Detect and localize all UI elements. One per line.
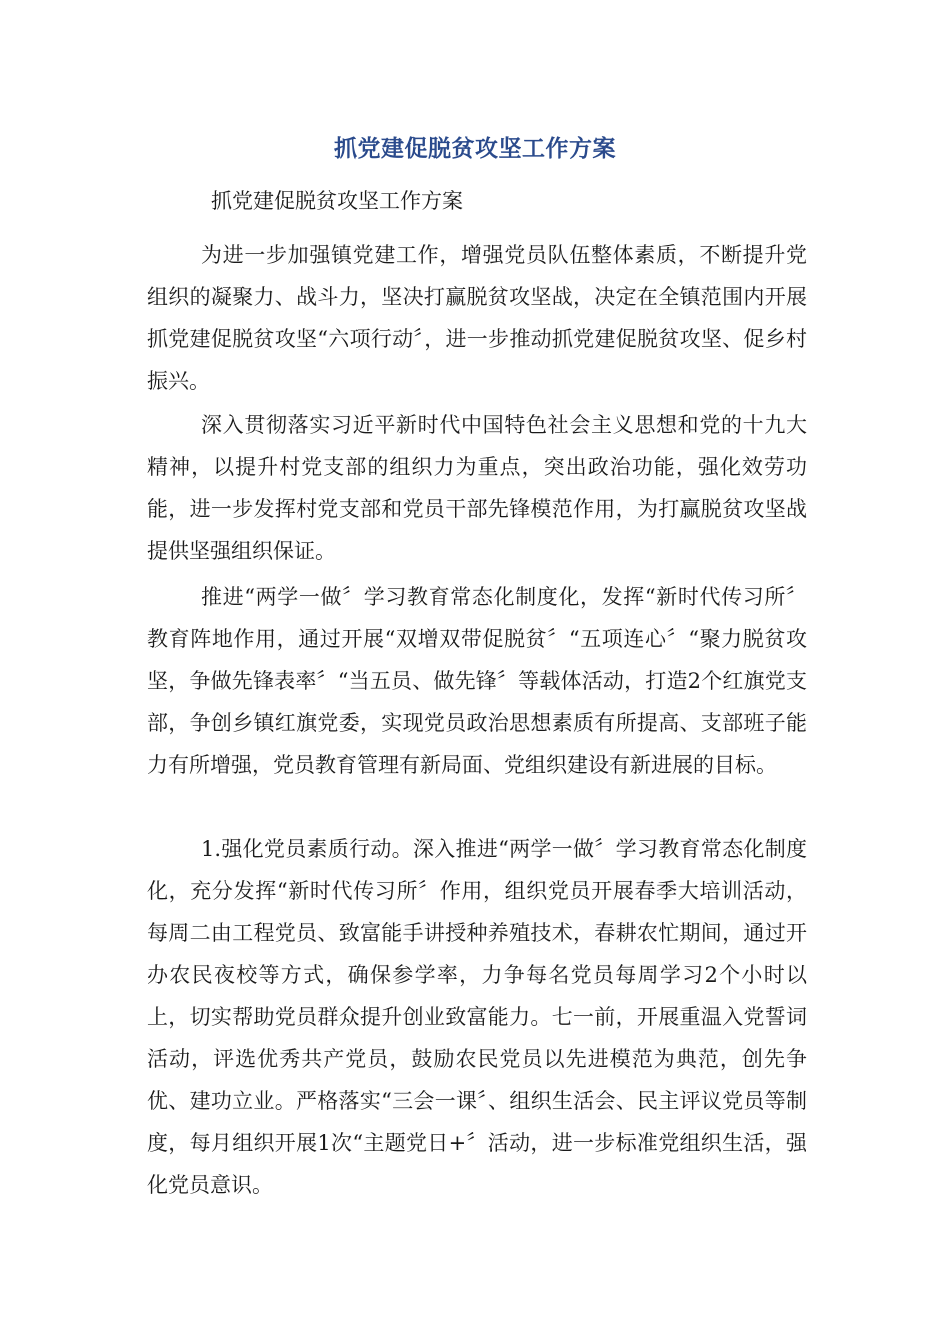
paragraph-2: 深入贯彻落实习近平新时代中国特色社会主义思想和党的十九大精神，以提升村党支部的组织力为重点，突出政治功能，强化效劳功能，进一步发挥村党支部和党员干部先锋模范作用，为打赢脱贫攻坚战提供坚强组织保证。	[147, 413, 807, 563]
document-title: 抓党建促脱贫攻坚工作方案	[334, 136, 616, 162]
paragraph-3: 推进“两学一做〞学习教育常态化制度化，发挥“新时代传习所〞教育阵地作用，通过开展“双增双带促脱贫〞“五项连心〞“聚力脱贫攻坚，争做先锋表率〞“当五员、做先锋〞等载体活动，打造2个红旗党支部，争创乡镇红旗党委，实现党员政治思想素质有所提高、支部班子能力有所增强，党员教育管理有新局面、党组织建设有新进展的目标。	[147, 585, 807, 777]
document-subtitle: 抓党建促脱贫攻坚工作方案	[211, 189, 463, 213]
paragraph-1: 为进一步加强镇党建工作，增强党员队伍整体素质，不断提升党组织的凝聚力、战斗力，坚决打赢脱贫攻坚战，决定在全镇范围内开展抓党建促脱贫攻坚“六项行动〞，进一步推动抓党建促脱贫攻坚、促乡村振兴。	[147, 243, 807, 393]
paragraph-4: 1.强化党员素质行动。深入推进“两学一做〞学习教育常态化制度化，充分发挥“新时代传习所〞作用，组织党员开展春季大培训活动，每周二由工程党员、致富能手讲授种养殖技术，春耕农忙期间，通过开办农民夜校等方式，确保参学率，力争每名党员每周学习2个小时以上，切实帮助党员群众提升创业致富能力。七一前，开展重温入党誓词活动，评选优秀共产党员，鼓励农民党员以先进模范为典范，创先争优、建功立业。严格落实“三会一课〞、组织生活会、民主评议党员等制度，每月组织开展1次“主题党日+〞活动，进一步标准党组织生活，强化党员意识。	[147, 837, 807, 1197]
